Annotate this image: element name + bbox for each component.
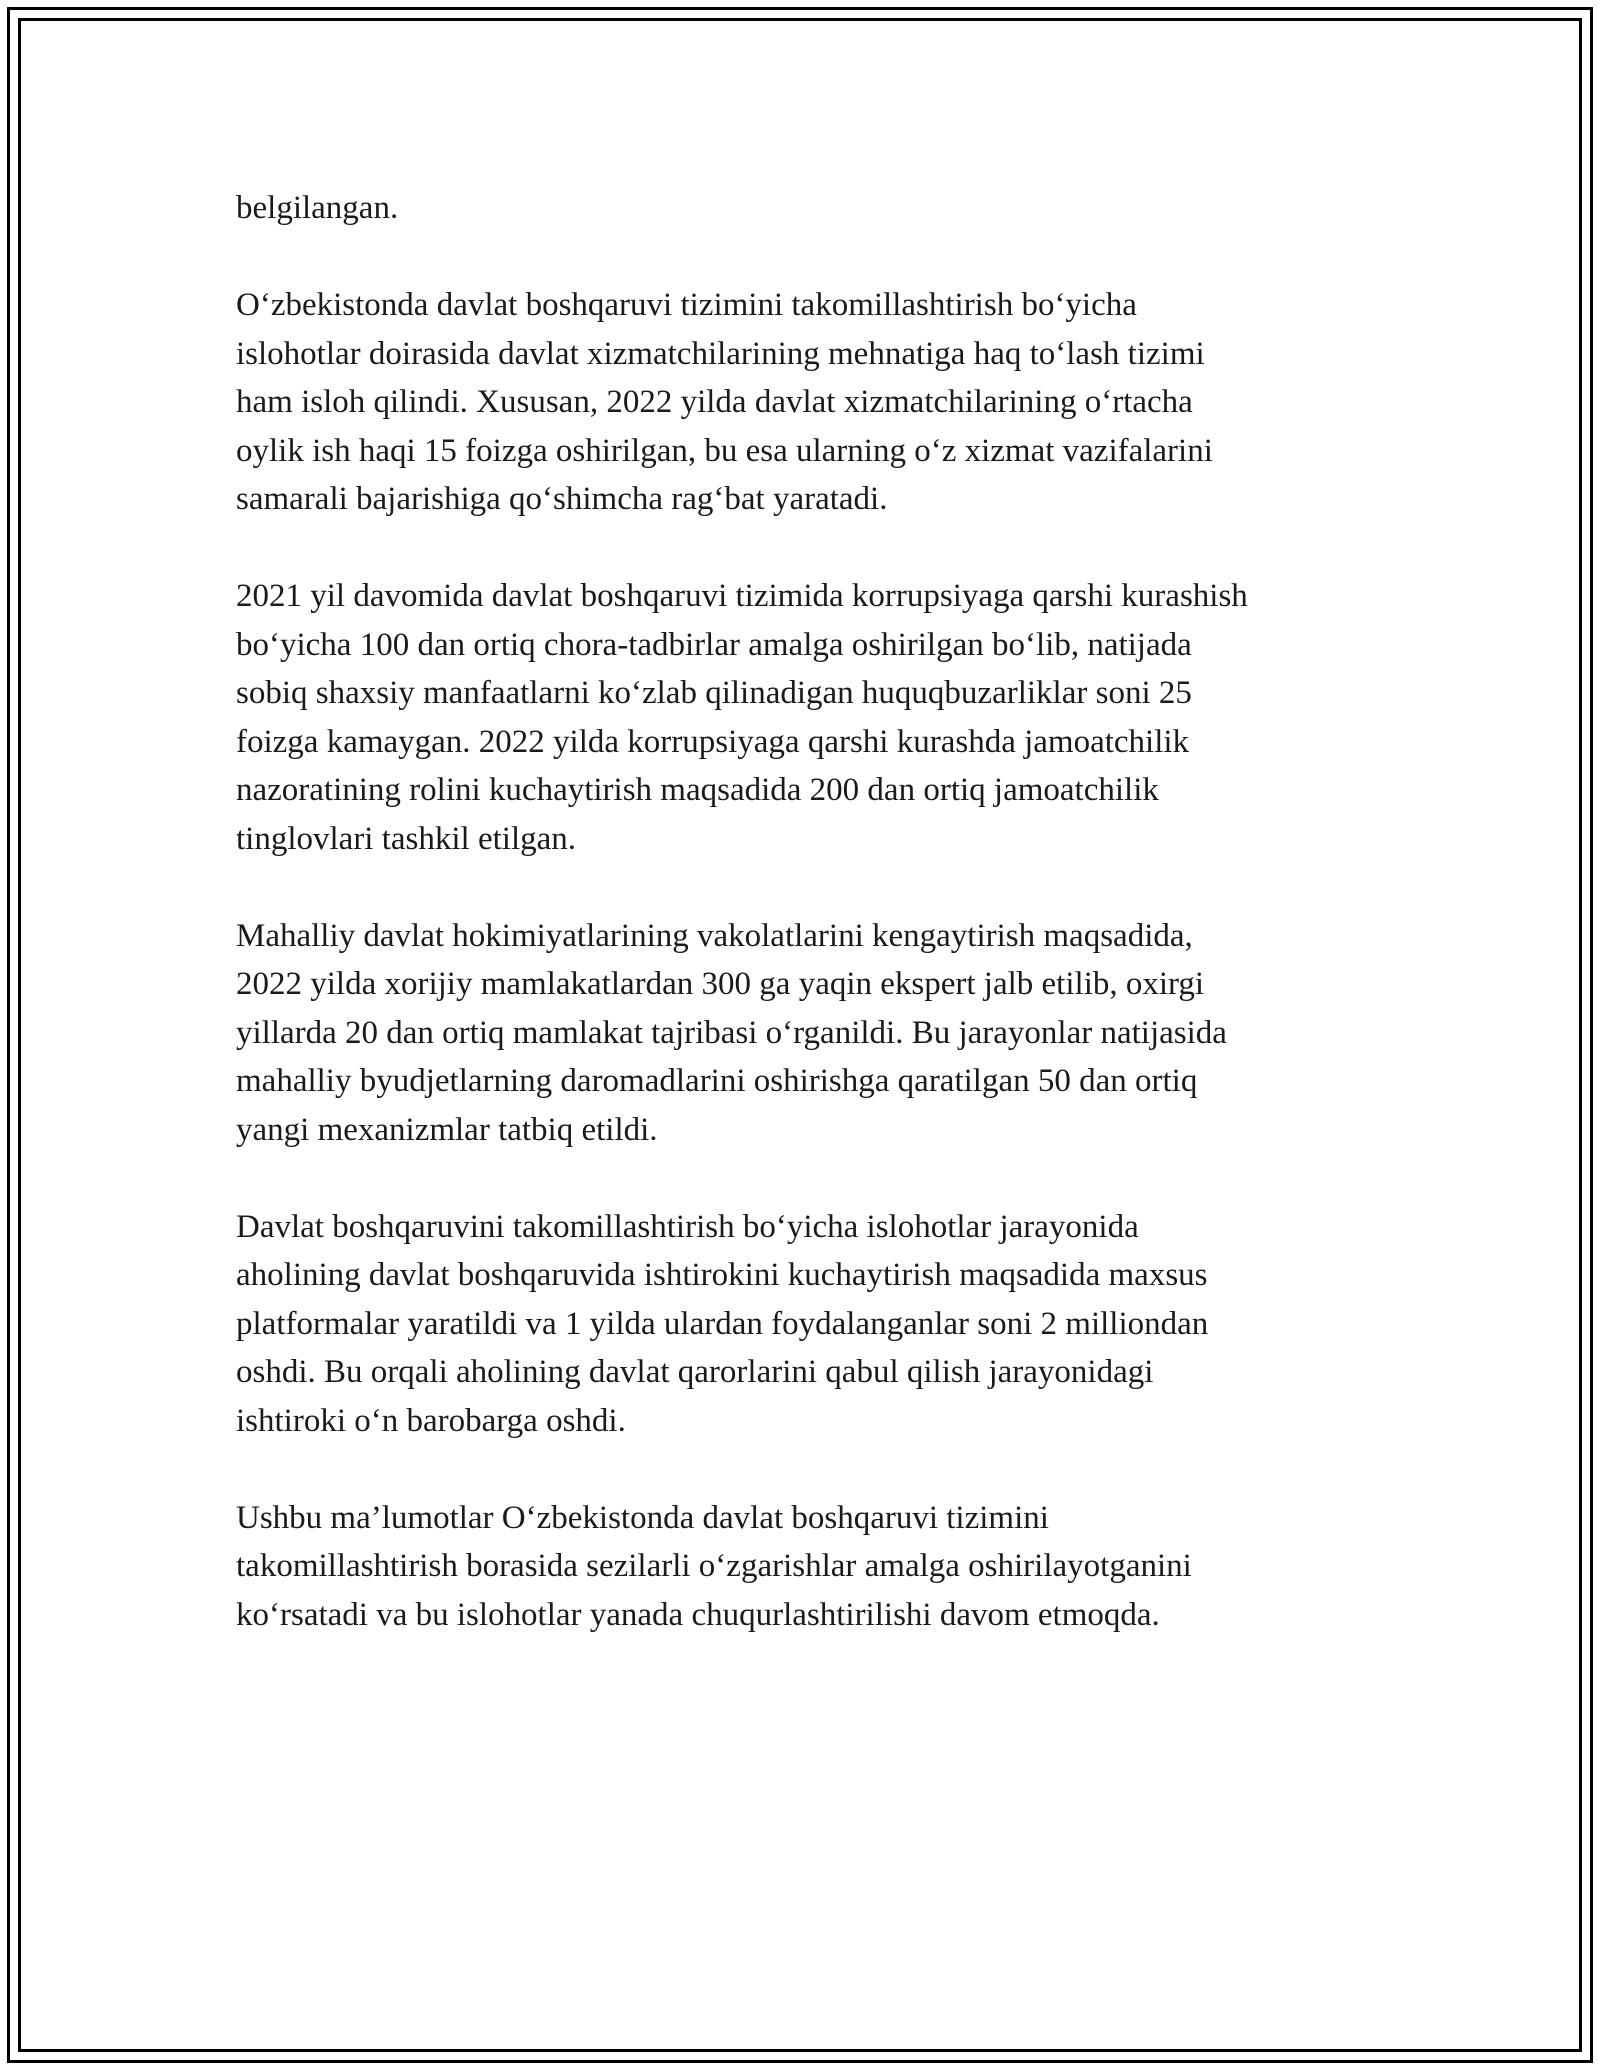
paragraph-continuation: belgilangan. [236,190,399,226]
paragraph-salary-reform: O‘zbekistonda davlat boshqaruvi tizimini takomillashtirish bo‘yicha islohotlar doirasida davlat xizmatchilarining mehnatiga haq to‘lash tizimi ham isloh qilindi. Xususan, 2022 yilda davlat xizmatchilarining o‘rtacha oylik ish haqi 15 foizga oshirilgan, bu esa ularning o‘z xizmat vazifalarini samarali bajarishiga qo‘shimcha rag‘bat yaratadi. [236,287,1213,517]
paragraph-anti-corruption: 2021 yil davomida davlat boshqaruvi tizimida korrupsiyaga qarshi kurashish bo‘yicha 100 dan ortiq chora-tadbirlar amalga oshirilgan bo‘lib, natijada sobiq shaxsiy manfaatlarni ko‘zlab qilinadigan huquqbuzarliklar soni 25 foizga kamaygan. 2022 yilda korrupsiyaga qarshi kurashda jamoatchilik nazoratining rolini kuchaytirish maqsadida 200 dan ortiq jamoatchilik tinglovlari tashkil etilgan. [236,578,1248,857]
paragraph-conclusion: Ushbu ma’lumotlar O‘zbekistonda davlat boshqaruvi tizimini takomillashtirish borasida sezilarli o‘zgarishlar amalga oshirilayotganini ko‘rsatadi va bu islohotlar yanada chuqurlashtirilishi davom etmoqda. [236,1499,1192,1633]
paragraph-local-government: Mahalliy davlat hokimiyatlarining vakolatlarini kengaytirish maqsadida, 2022 yilda xorijiy mamlakatlardan 300 ga yaqin ekspert jalb etilib, oxirgi yillarda 20 dan ortiq mamlakat tajribasi o‘rganildi. Bu jarayonlar natijasida mahalliy byudjetlarning daromadlarini oshirishga qaratilgan 50 dan ortiq yangi mexanizmlar tatbiq etildi. [236,917,1227,1148]
paragraph-public-participation: Davlat boshqaruvini takomillashtirish bo‘yicha islohotlar jarayonida aholining davlat boshqaruvida ishtirokini kuchaytirish maqsadida maxsus platformalar yaratildi va 1 yilda ulardan foydalanganlar soni 2 milliondan oshdi. Bu orqali aholining davlat qarorlarini qabul qilish jarayonidagi ishtiroki o‘n barobarga oshdi. [236,1208,1209,1439]
document-body [236,184,1366,1688]
